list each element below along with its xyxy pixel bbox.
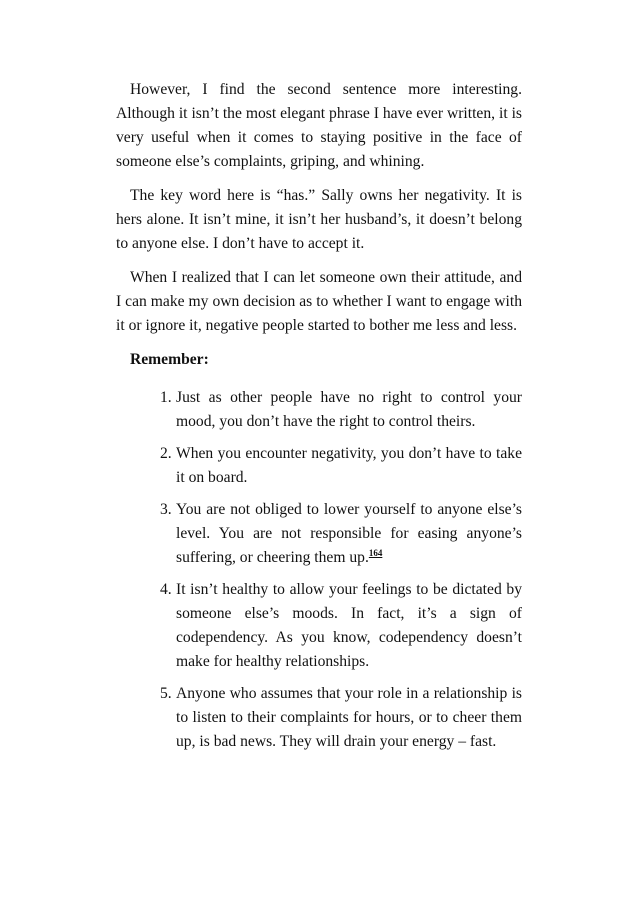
list-item xyxy=(116,578,522,674)
paragraph-key-word: The key word here is “has.” Sally owns her negativity. It is hers alone. It isn’t mine, it isn’t her husband’s, it doesn’t belong to anyone else. I don’t have to accept it. xyxy=(116,187,522,252)
list-item-number: 4. xyxy=(160,581,172,598)
remember-list xyxy=(116,386,522,754)
page-body xyxy=(116,78,522,762)
list-item-number: 5. xyxy=(160,685,172,702)
list-item-number: 3. xyxy=(160,501,172,518)
list-item xyxy=(116,498,522,570)
list-item-text: Just as other people have no right to control your mood, you don’t have the right to control theirs. xyxy=(176,389,522,430)
list-item xyxy=(116,386,522,434)
footnote-link[interactable]: 164 xyxy=(368,548,383,558)
list-item-number: 2. xyxy=(160,445,172,462)
list-item xyxy=(116,682,522,754)
list-item-text: It isn’t healthy to allow your feelings to be dictated by someone else’s moods. In fact, it’s a sign of codependency. As you know, codependency doesn’t make for healthy relationships. xyxy=(176,581,522,670)
remember-heading: Remember: xyxy=(130,351,209,368)
list-item-text: You are not obliged to lower yourself to anyone else’s level. You are not responsible for easing anyone’s suffering, or cheering them up. xyxy=(176,501,522,566)
list-item-text: Anyone who assumes that your role in a relationship is to listen to their complaints for hours, or to cheer them up, is bad news. They will drain your energy – fast. xyxy=(176,685,522,750)
list-item xyxy=(116,442,522,490)
paragraph-second-sentence: However, I find the second sentence more interesting. Although it isn’t the most elegant phrase I have ever written, it is very useful when it comes to staying positive in the face of someone else’s complaints, griping, and whining. xyxy=(116,81,522,170)
list-item-text: When you encounter negativity, you don’t have to take it on board. xyxy=(176,445,522,486)
paragraph-realization: When I realized that I can let someone own their attitude, and I can make my own decision as to whether I want to engage with it or ignore it, negative people started to bother me less and less. xyxy=(116,269,522,334)
list-item-number: 1. xyxy=(160,389,172,406)
